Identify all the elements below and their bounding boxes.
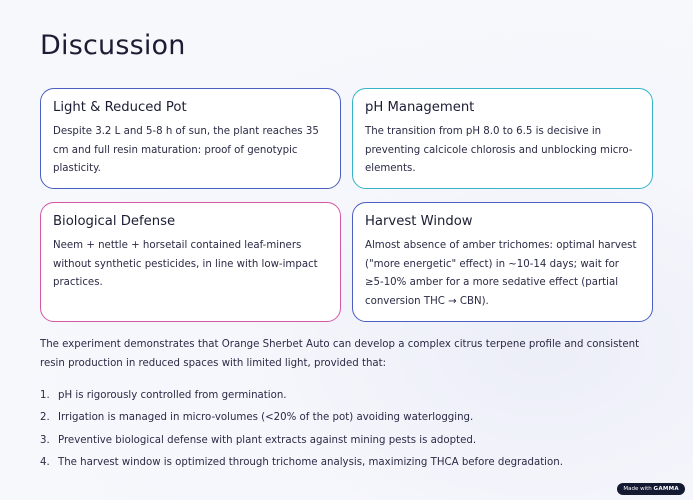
intro-paragraph: The experiment demonstrates that Orange Sherbet Auto can develop a complex citrus terpene profile and consistent resin production in reduced spaces with limited light, provided that: (40, 339, 640, 369)
card-title: Harvest Window (365, 214, 473, 229)
list-number: 2. (40, 412, 50, 424)
card-text: Neem + nettle + horsetail contained leaf-miners without synthetic pesticides, in line with low-impact practices. (53, 240, 318, 288)
list-text: The harvest window is optimized through trichome analysis, maximizing THCA before degradation. (58, 456, 563, 468)
badge-brand: GAMMA (653, 486, 679, 492)
card-text: The transition from pH 8.0 to 6.5 is decisive in preventing calcicole chlorosis and unblocking micro-elements. (365, 126, 633, 174)
list-text: pH is rigorously controlled from germination. (58, 390, 287, 401)
list-text: Preventive biological defense with plant extracts against mining pests is adopted. (58, 434, 477, 446)
card-text: Despite 3.2 L and 5-8 h of sun, the plant reaches 35 cm and full resin maturation: proof of genotypic plasticity. (53, 126, 319, 174)
page-title: Discussion (40, 30, 186, 61)
list-item (40, 385, 660, 407)
conditions-list (40, 385, 660, 474)
list-item (40, 407, 660, 429)
list-item (40, 430, 660, 452)
card-biological-defense (40, 202, 341, 322)
card-title: Biological Defense (53, 214, 176, 229)
card-title: Light & Reduced Pot (53, 100, 187, 115)
card-light-reduced-pot (40, 88, 341, 189)
card-title: pH Management (365, 100, 475, 115)
card-text: Almost absence of amber trichomes: optimal harvest ("more energetic" effect) in ~10-14 days; wait for ≥5-10% amber for a more sedative effect (partial conversion THC → CBN). (365, 240, 637, 307)
list-item (40, 452, 660, 474)
list-number: 3. (40, 434, 50, 446)
list-number: 4. (40, 456, 50, 468)
list-number: 1. (40, 390, 50, 401)
card-harvest-window (352, 202, 653, 322)
card-ph-management (352, 88, 653, 189)
list-text: Irrigation is managed in micro-volumes (<20% of the pot) avoiding waterlogging. (58, 412, 474, 424)
badge-prefix: Made with (623, 486, 652, 492)
made-with-badge[interactable] (617, 483, 685, 495)
